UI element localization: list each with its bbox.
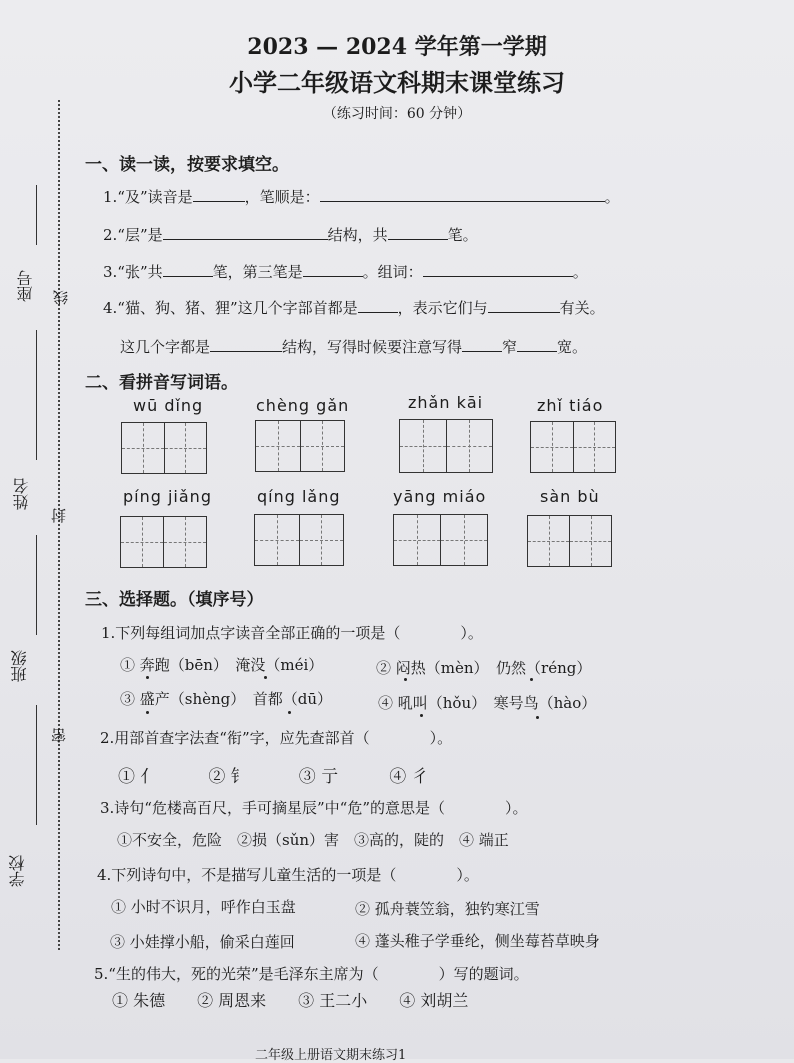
s1-q4-text-b: ，表示它们与 <box>397 299 488 317</box>
emphasis-dot <box>146 711 149 714</box>
s1-q2-text-c: 笔。 <box>447 226 478 244</box>
s1-q3-blank3[interactable] <box>423 262 573 277</box>
emphasis-dot <box>420 714 423 717</box>
emphasis-dot <box>146 676 149 679</box>
school-label: 学校 <box>8 855 27 887</box>
s3-q3: 3.诗句“危楼高百尺，手可摘星辰”中“危”的意思是（ ）。 <box>100 799 528 817</box>
pinyin-5: píng jiǎng <box>123 487 212 506</box>
seal-mark-xian: 线 <box>52 290 70 305</box>
pinyin-8: sàn bù <box>540 487 600 506</box>
s3-q2: 2.用部首查字法查“衔”字，应先查部首（ ）。 <box>100 729 453 747</box>
section3-heading: 三、选择题。（填序号） <box>85 590 264 610</box>
s3-q4-opt1[interactable]: ① 小时不识月，呼作白玉盘 <box>111 898 296 916</box>
writing-grid-8[interactable] <box>527 515 612 567</box>
page-footer: 二年级上册语文期末练习1 <box>255 1048 407 1063</box>
s1-q4-blank3[interactable] <box>210 337 282 352</box>
s1-q1-blank1[interactable] <box>193 187 245 202</box>
s3-q4-opt2[interactable]: ② 孤舟蓑笠翁，独钓寒江雪 <box>355 900 540 918</box>
emphasis-dot <box>288 711 291 714</box>
s3-q4-opt3[interactable]: ③ 小娃撑小船，偷采白莲回 <box>110 933 295 951</box>
s1-q4-line2 <box>120 336 587 357</box>
writing-grid-5[interactable] <box>120 516 207 568</box>
s1-q4-text-g: 宽。 <box>557 338 588 356</box>
pinyin-6: qíng lǎng <box>257 487 341 506</box>
s1-q1 <box>103 186 620 207</box>
emphasis-dot <box>404 678 407 681</box>
s1-q3 <box>103 261 588 282</box>
s3-q4: 4.下列诗句中，不是描写儿童生活的一项是（ ）。 <box>97 866 479 884</box>
seat-underline <box>36 185 37 245</box>
s3-q1: 1.下列每组词加点字读音全部正确的一项是（ ）。 <box>101 624 483 642</box>
pinyin-3: zhǎn kāi <box>408 393 484 412</box>
s1-q3-text-a: 3.“张”共 <box>103 263 163 281</box>
s1-q1-text-a: 1.“及”读音是 <box>103 188 193 206</box>
s3-q1-opt1[interactable]: ① 奔跑（bēn） 淹没（méi） <box>120 656 324 674</box>
writing-grid-1[interactable] <box>121 422 207 474</box>
emphasis-dot <box>264 676 267 679</box>
class-label: 班级 <box>10 650 29 682</box>
seal-mark-mi: 密 <box>50 728 68 743</box>
title-main: 小学二年级语文科期末课堂练习 <box>229 68 565 97</box>
s1-q4-blank5[interactable] <box>517 337 557 352</box>
name-label: 姓名 <box>12 478 31 510</box>
s1-q1-blank2[interactable] <box>320 187 605 202</box>
s1-q4-text-d: 这几个字都是 <box>120 338 211 356</box>
s1-q4-text-e: 结构，写得时候要注意写得 <box>282 338 463 356</box>
title-year: 2023 — 2024 学年第一学期 <box>247 34 547 60</box>
writing-grid-2[interactable] <box>255 420 345 472</box>
s1-q4 <box>103 297 605 318</box>
binding-dotted-line <box>58 100 60 950</box>
s3-q1-opt4[interactable]: ④ 吼叫（hǒu） 寒号鸟（hào） <box>378 694 597 712</box>
name-underline <box>36 330 37 460</box>
class-underline <box>36 535 37 635</box>
s1-q1-text-c: 。 <box>604 188 620 206</box>
s1-q3-text-d: 。 <box>572 263 588 281</box>
s1-q4-text-a: 4.“猫、狗、猪、狸”这几个字部首都是 <box>103 299 358 317</box>
s1-q4-blank1[interactable] <box>358 298 398 313</box>
school-underline <box>36 705 37 825</box>
pinyin-1: wū dǐng <box>133 396 204 415</box>
pinyin-7: yāng miáo <box>393 487 487 506</box>
s1-q3-text-b: 笔，第三笔是 <box>212 263 303 281</box>
s3-q3-options[interactable]: ①不安全，危险 ②损（sǔn）害 ③高的，陡的 ④ 端正 <box>117 831 509 849</box>
s1-q4-text-f: 窄 <box>502 338 518 356</box>
s3-q5: 5.“生的伟大，死的光荣”是毛泽东主席为（ ）写的题词。 <box>94 965 529 983</box>
s1-q2-text-a: 2.“层”是 <box>103 226 163 244</box>
emphasis-dot <box>536 716 539 719</box>
section1-heading: 一、读一读，按要求填空。 <box>85 155 289 175</box>
writing-grid-7[interactable] <box>393 514 488 566</box>
seal-mark-feng: 封 <box>50 508 68 523</box>
pinyin-4: zhǐ tiáo <box>537 396 604 415</box>
s3-q2-options[interactable]: ① 亻 ② 钅 ③ 亍 ④ 彳 <box>118 767 429 787</box>
s1-q1-text-b: ，笔顺是： <box>244 188 320 206</box>
s1-q4-blank4[interactable] <box>462 337 502 352</box>
s1-q2-blank2[interactable] <box>388 225 448 240</box>
s1-q2 <box>103 224 478 245</box>
s1-q3-text-c: 。组词： <box>362 263 423 281</box>
s1-q2-blank1[interactable] <box>163 225 328 240</box>
section2-heading: 二、看拼音写词语。 <box>85 373 238 393</box>
s3-q1-opt3[interactable]: ③ 盛产（shèng） 首都（dū） <box>120 690 333 708</box>
s1-q4-blank2[interactable] <box>488 298 560 313</box>
pinyin-2: chèng gǎn <box>256 396 350 415</box>
s3-q5-options[interactable]: ① 朱德 ② 周恩来 ③ 王二小 ④ 刘胡兰 <box>112 991 469 1010</box>
s1-q4-text-c: 有关。 <box>559 299 605 317</box>
writing-grid-3[interactable] <box>399 419 493 473</box>
s3-q1-opt2[interactable]: ② 闷热（mèn） 仍然（réng） <box>376 659 592 677</box>
time-note: （练习时间：60 分钟） <box>322 106 472 122</box>
writing-grid-4[interactable] <box>530 421 616 473</box>
emphasis-dot <box>530 678 533 681</box>
s1-q2-text-b: 结构，共 <box>327 226 388 244</box>
s3-q4-opt4[interactable]: ④ 蓬头稚子学垂纶，侧坐莓苔草映身 <box>355 932 600 950</box>
s1-q3-blank2[interactable] <box>303 262 363 277</box>
writing-grid-6[interactable] <box>254 514 344 566</box>
seat-label: 座号 <box>16 270 35 302</box>
s1-q3-blank1[interactable] <box>163 262 213 277</box>
